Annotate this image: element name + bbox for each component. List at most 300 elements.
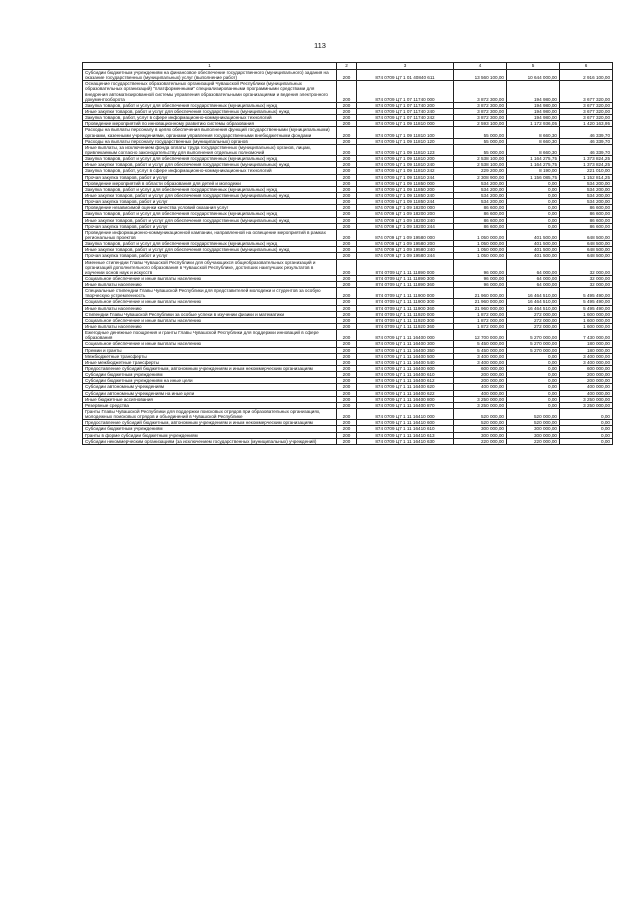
unexecuted-amount-cell: 1 420 163,95 <box>560 121 613 127</box>
table-row <box>83 229 613 240</box>
budget-code-cell: 874 0709 Ц7 1 09 11810 120 <box>357 138 454 144</box>
row-name-cell: Межбюджетные трансферты <box>83 353 337 359</box>
line-code-cell: 200 <box>337 409 357 420</box>
executed-amount-cell: 401 500,00 <box>507 247 560 253</box>
row-name-cell: Проведение независимой оценки качества условий оказания услуг <box>83 205 337 211</box>
budget-code-cell: 874 0709 Ц7 1 11 16410 000 <box>357 409 454 420</box>
approved-amount-cell: 534 200,00 <box>454 192 507 198</box>
budget-code-cell: 874 0709 Ц7 1 09 11810 200 <box>357 156 454 162</box>
table-row <box>83 438 613 444</box>
executed-amount-cell: 401 500,00 <box>507 229 560 240</box>
line-code-cell: 200 <box>337 384 357 390</box>
executed-amount-cell: 194 980,00 <box>507 102 560 108</box>
budget-code-cell: 874 0709 Ц7 1 11 16410 610 <box>357 426 454 432</box>
approved-amount-cell: 13 560 100,00 <box>454 70 507 81</box>
approved-amount-cell: 21 960 000,00 <box>454 305 507 311</box>
unexecuted-amount-cell: 5 495 490,00 <box>560 288 613 299</box>
budget-code-cell: 874 0709 Ц7 1 11 16400 540 <box>357 359 454 365</box>
row-name-cell: Резервные средства <box>83 402 337 408</box>
executed-amount-cell: 1 164 275,75 <box>507 156 560 162</box>
row-name-cell: Иные выплаты населению <box>83 305 337 311</box>
unexecuted-amount-cell: 648 500,00 <box>560 253 613 259</box>
approved-amount-cell: 2 308 900,00 <box>454 174 507 180</box>
unexecuted-amount-cell: 3 400 000,00 <box>560 353 613 359</box>
budget-code-cell: 874 0709 Ц7 1 09 18200 240 <box>357 217 454 223</box>
row-name-cell: Проведение мероприятий в области образования для детей и молодежи <box>83 180 337 186</box>
row-name-cell: Закупка товаров, работ, услуг в сфере информационно-коммуникационных технологий <box>83 168 337 174</box>
table-row <box>83 70 613 81</box>
executed-amount-cell: 8 660,30 <box>507 144 560 155</box>
budget-code-cell: 874 0709 Ц7 1 11 16400 600 <box>357 366 454 372</box>
table-row <box>83 341 613 347</box>
budget-code-cell: 874 0709 Ц7 1 09 11810 244 <box>357 174 454 180</box>
row-name-cell: Иные закупки товаров, работ и услуг для обеспечения государственных (муниципальных) нужд <box>83 162 337 168</box>
approved-amount-cell: 96 000,00 <box>454 259 507 275</box>
budget-code-cell: 874 0709 Ц7 1 07 11740 000 <box>357 81 454 103</box>
executed-amount-cell: 0,00 <box>507 384 560 390</box>
executed-amount-cell: 0,00 <box>507 390 560 396</box>
budget-code-cell: 874 0709 Ц7 1 07 11740 242 <box>357 115 454 121</box>
approved-amount-cell: 86 600,00 <box>454 223 507 229</box>
row-name-cell: Прочая закупка товаров, работ и услуг <box>83 253 337 259</box>
budget-code-cell: 874 0709 Ц7 1 11 16400 610 <box>357 372 454 378</box>
executed-amount-cell: 64 000,00 <box>507 259 560 275</box>
executed-amount-cell: 0,00 <box>507 396 560 402</box>
unexecuted-amount-cell: 3 250 000,00 <box>560 396 613 402</box>
executed-amount-cell: 16 464 510,00 <box>507 299 560 305</box>
unexecuted-amount-cell: 1 600 000,00 <box>560 311 613 317</box>
row-name-cell: Гранты в форме субсидии бюджетным учреждениям <box>83 432 337 438</box>
row-name-cell: Прочая закупка товаров, работ и услуг <box>83 223 337 229</box>
table-row <box>83 174 613 180</box>
row-name-cell: Прочая закупка товаров, работ и услуг <box>83 199 337 205</box>
row-name-cell: Оснащение государственных образовательных организаций Чувашской Республики (муниципальных образовательных организаций) "платформенными" специализированными программными средствами для внедрения автоматизированной системы управления образовательными организациями и ведения электронного документооборота <box>83 81 337 103</box>
table-row <box>83 288 613 299</box>
unexecuted-amount-cell: 648 500,00 <box>560 229 613 240</box>
executed-amount-cell: 401 500,00 <box>507 253 560 259</box>
unexecuted-amount-cell: 648 500,00 <box>560 247 613 253</box>
approved-amount-cell: 534 200,00 <box>454 199 507 205</box>
line-code-cell: 200 <box>337 174 357 180</box>
budget-code-cell: 874 0709 Ц7 1 09 11850 244 <box>357 199 454 205</box>
line-code-cell: 200 <box>337 353 357 359</box>
unexecuted-amount-cell: 534 200,00 <box>560 199 613 205</box>
row-name-cell: Иные межбюджетные трансферты <box>83 359 337 365</box>
row-name-cell: Субсидии автономным учреждениям <box>83 384 337 390</box>
table-row <box>83 162 613 168</box>
budget-code-cell: 874 0709 Ц7 1 11 16410 613 <box>357 432 454 438</box>
executed-amount-cell: 272 000,00 <box>507 317 560 323</box>
unexecuted-amount-cell: 5 495 490,00 <box>560 299 613 305</box>
budget-code-cell: 874 0709 Ц7 1 09 19580 244 <box>357 253 454 259</box>
unexecuted-amount-cell: 3 677 320,00 <box>560 108 613 114</box>
line-code-cell: 200 <box>337 247 357 253</box>
unexecuted-amount-cell: 400 000,00 <box>560 384 613 390</box>
unexecuted-amount-cell: 0,00 <box>560 426 613 432</box>
table-row <box>83 121 613 127</box>
budget-code-cell: 874 0709 Ц7 1 11 16400 870 <box>357 402 454 408</box>
line-code-cell: 200 <box>337 211 357 217</box>
executed-amount-cell: 5 270 000,00 <box>507 347 560 353</box>
unexecuted-amount-cell: 600 000,00 <box>560 366 613 372</box>
line-code-cell: 200 <box>337 378 357 384</box>
row-name-cell: Социальное обеспечение и иные выплаты населению <box>83 275 337 281</box>
budget-code-cell: 874 0709 Ц7 1 09 19580 000 <box>357 229 454 240</box>
budget-code-cell: 874 0709 Ц7 1 09 19580 200 <box>357 241 454 247</box>
line-code-cell: 200 <box>337 199 357 205</box>
budget-code-cell: 874 0709 Ц7 1 11 16400 350 <box>357 347 454 353</box>
line-code-cell: 200 <box>337 324 357 330</box>
column-header: 3 <box>357 63 454 70</box>
unexecuted-amount-cell: 86 600,00 <box>560 211 613 217</box>
row-name-cell: Субсидии бюджетным учреждениям на финансовое обеспечение государственного (муниципального) задания на оказание государственных (муниципальных) услуг (выполнение работ) <box>83 70 337 81</box>
approved-amount-cell: 86 600,00 <box>454 217 507 223</box>
column-header: 1 <box>83 63 337 70</box>
line-code-cell: 200 <box>337 341 357 347</box>
approved-amount-cell: 1 050 000,00 <box>454 229 507 240</box>
executed-amount-cell: 0,00 <box>507 217 560 223</box>
budget-code-cell: 874 0709 Ц7 1 11 11890 360 <box>357 282 454 288</box>
executed-amount-cell: 520 000,00 <box>507 420 560 426</box>
line-code-cell: 200 <box>337 305 357 311</box>
row-name-cell: Иные закупки товаров, работ и услуг для обеспечения государственных (муниципальных) нужд <box>83 217 337 223</box>
approved-amount-cell: 400 000,00 <box>454 390 507 396</box>
approved-amount-cell: 3 872 300,00 <box>454 115 507 121</box>
approved-amount-cell: 55 000,00 <box>454 144 507 155</box>
budget-code-cell: 874 0709 Ц7 1 11 16410 600 <box>357 420 454 426</box>
executed-amount-cell: 401 500,00 <box>507 241 560 247</box>
row-name-cell: Иные закупки товаров, работ и услуг для обеспечения государственных (муниципальных) нужд <box>83 247 337 253</box>
approved-amount-cell: 3 250 000,00 <box>454 396 507 402</box>
executed-amount-cell: 16 464 510,00 <box>507 288 560 299</box>
line-code-cell: 200 <box>337 217 357 223</box>
table-row <box>83 409 613 420</box>
table-body <box>83 63 613 445</box>
budget-code-cell: 874 0709 Ц7 1 11 11890 300 <box>357 275 454 281</box>
approved-amount-cell: 1 050 000,00 <box>454 241 507 247</box>
executed-amount-cell: 0,00 <box>507 372 560 378</box>
unexecuted-amount-cell: 86 600,00 <box>560 223 613 229</box>
approved-amount-cell: 5 450 000,00 <box>454 341 507 347</box>
row-name-cell: Иные выплаты населению <box>83 282 337 288</box>
approved-amount-cell: 300 000,00 <box>454 432 507 438</box>
approved-amount-cell: 21 960 000,00 <box>454 299 507 305</box>
line-code-cell: 200 <box>337 402 357 408</box>
executed-amount-cell: 0,00 <box>507 180 560 186</box>
budget-code-cell: 874 0709 Ц7 1 11 11900 360 <box>357 305 454 311</box>
executed-amount-cell: 0,00 <box>507 366 560 372</box>
column-header: 4 <box>454 63 507 70</box>
table-row <box>83 299 613 305</box>
approved-amount-cell: 520 000,00 <box>454 420 507 426</box>
column-header: 5 <box>507 63 560 70</box>
row-name-cell: Закупка товаров, работ и услуг для обеспечения государственных (муниципальных) нужд <box>83 156 337 162</box>
line-code-cell: 200 <box>337 330 357 341</box>
unexecuted-amount-cell: 400 000,00 <box>560 390 613 396</box>
line-code-cell: 200 <box>337 426 357 432</box>
line-code-cell: 200 <box>337 180 357 186</box>
line-code-cell: 200 <box>337 372 357 378</box>
budget-code-cell: 874 0709 Ц7 1 11 16400 612 <box>357 378 454 384</box>
unexecuted-amount-cell: 5 495 490,00 <box>560 305 613 311</box>
executed-amount-cell: 8 190,00 <box>507 168 560 174</box>
unexecuted-amount-cell: 3 677 320,00 <box>560 102 613 108</box>
unexecuted-amount-cell: 221 010,00 <box>560 168 613 174</box>
line-code-cell: 200 <box>337 438 357 444</box>
budget-code-cell: 874 0709 Ц7 1 07 11740 240 <box>357 108 454 114</box>
line-code-cell: 200 <box>337 432 357 438</box>
row-name-cell: Социальное обеспечение и иные выплаты населению <box>83 341 337 347</box>
approved-amount-cell: 200 000,00 <box>454 372 507 378</box>
budget-code-cell: 874 0709 Ц7 1 11 16400 620 <box>357 384 454 390</box>
row-name-cell: Иные закупки товаров, работ и услуг для обеспечения государственных (муниципальных) нужд <box>83 108 337 114</box>
unexecuted-amount-cell: 200 000,00 <box>560 378 613 384</box>
line-code-cell: 200 <box>337 396 357 402</box>
line-code-cell: 200 <box>337 282 357 288</box>
unexecuted-amount-cell: 46 339,70 <box>560 138 613 144</box>
approved-amount-cell: 300 000,00 <box>454 426 507 432</box>
column-header: 6 <box>560 63 613 70</box>
unexecuted-amount-cell: 0,00 <box>560 432 613 438</box>
unexecuted-amount-cell: 46 339,70 <box>560 144 613 155</box>
line-code-cell: 200 <box>337 317 357 323</box>
approved-amount-cell: 3 872 300,00 <box>454 102 507 108</box>
executed-amount-cell: 1 156 085,75 <box>507 174 560 180</box>
budget-code-cell: 874 0709 Ц7 1 09 11810 100 <box>357 127 454 138</box>
row-name-cell: Иные выплаты, за исключением фонда оплаты труда государственных (муниципальных) органов, лицам, привлекаемым согласно законодательству для выполнения отдельных полномочий <box>83 144 337 155</box>
unexecuted-amount-cell: 0,00 <box>560 438 613 444</box>
table-row <box>83 127 613 138</box>
budget-code-cell: 874 0709 Ц7 1 09 18200 244 <box>357 223 454 229</box>
unexecuted-amount-cell: 3 250 000,00 <box>560 402 613 408</box>
table-row <box>83 156 613 162</box>
approved-amount-cell: 86 600,00 <box>454 205 507 211</box>
line-code-cell: 200 <box>337 275 357 281</box>
budget-code-cell: 874 0709 Ц7 1 11 16400 500 <box>357 353 454 359</box>
approved-amount-cell: 55 000,00 <box>454 138 507 144</box>
unexecuted-amount-cell: 534 200,00 <box>560 186 613 192</box>
executed-amount-cell: 300 000,00 <box>507 432 560 438</box>
unexecuted-amount-cell: 534 200,00 <box>560 180 613 186</box>
approved-amount-cell: 2 538 100,00 <box>454 162 507 168</box>
approved-amount-cell: 21 960 000,00 <box>454 288 507 299</box>
unexecuted-amount-cell: 3 400 000,00 <box>560 359 613 365</box>
unexecuted-amount-cell: 3 677 320,00 <box>560 115 613 121</box>
approved-amount-cell: 2 538 100,00 <box>454 156 507 162</box>
column-header: 2 <box>337 63 357 70</box>
budget-code-cell: 874 0709 Ц7 1 09 11850 240 <box>357 192 454 198</box>
approved-amount-cell: 220 000,00 <box>454 438 507 444</box>
executed-amount-cell: 520 000,00 <box>507 409 560 420</box>
line-code-cell: 200 <box>337 121 357 127</box>
executed-amount-cell: 16 464 510,00 <box>507 305 560 311</box>
header-row <box>83 63 613 70</box>
executed-amount-cell: 0,00 <box>507 199 560 205</box>
line-code-cell: 200 <box>337 127 357 138</box>
approved-amount-cell: 3 872 300,00 <box>454 81 507 103</box>
approved-amount-cell: 600 000,00 <box>454 366 507 372</box>
budget-code-cell: 874 0709 Ц7 1 09 11810 240 <box>357 162 454 168</box>
executed-amount-cell: 220 000,00 <box>507 438 560 444</box>
budget-code-cell: 874 0709 Ц7 1 11 11920 360 <box>357 324 454 330</box>
line-code-cell: 200 <box>337 192 357 198</box>
unexecuted-amount-cell: 3 677 320,00 <box>560 81 613 103</box>
line-code-cell: 200 <box>337 144 357 155</box>
executed-amount-cell: 0,00 <box>507 192 560 198</box>
line-code-cell: 200 <box>337 108 357 114</box>
approved-amount-cell: 1 872 000,00 <box>454 317 507 323</box>
unexecuted-amount-cell: 32 000,00 <box>560 275 613 281</box>
row-name-cell: Субсидии бюджетным учреждениям <box>83 426 337 432</box>
approved-amount-cell: 1 050 000,00 <box>454 247 507 253</box>
unexecuted-amount-cell: 0,00 <box>560 420 613 426</box>
executed-amount-cell: 8 660,30 <box>507 138 560 144</box>
unexecuted-amount-cell: 648 500,00 <box>560 241 613 247</box>
budget-code-cell: 874 0709 Ц7 1 09 11850 000 <box>357 180 454 186</box>
unexecuted-amount-cell: 0,00 <box>560 409 613 420</box>
line-code-cell: 200 <box>337 70 357 81</box>
table-row <box>83 81 613 103</box>
unexecuted-amount-cell: 1 600 000,00 <box>560 324 613 330</box>
line-code-cell: 200 <box>337 138 357 144</box>
budget-code-cell: 874 0709 Ц7 1 11 16400 300 <box>357 341 454 347</box>
line-code-cell: 200 <box>337 366 357 372</box>
line-code-cell: 200 <box>337 156 357 162</box>
row-name-cell: Предоставление субсидий бюджетным, автономным учреждениям и иным некоммерческим организациям <box>83 420 337 426</box>
line-code-cell: 200 <box>337 311 357 317</box>
approved-amount-cell: 86 600,00 <box>454 211 507 217</box>
line-code-cell: 200 <box>337 168 357 174</box>
row-name-cell: Расходы на выплаты персоналу в целях обеспечения выполнения функций государственными (муниципальными) органами, казенными учреждениями, органами управления государственными внебюджетными фондами <box>83 127 337 138</box>
row-name-cell: Прочая закупка товаров, работ и услуг <box>83 174 337 180</box>
approved-amount-cell: 55 000,00 <box>454 127 507 138</box>
approved-amount-cell: 5 450 000,00 <box>454 347 507 353</box>
executed-amount-cell: 64 000,00 <box>507 282 560 288</box>
row-name-cell: Социальное обеспечение и иные выплаты населению <box>83 299 337 305</box>
unexecuted-amount-cell: 1 373 824,25 <box>560 162 613 168</box>
table-row <box>83 144 613 155</box>
unexecuted-amount-cell: 7 430 000,00 <box>560 330 613 341</box>
budget-code-cell: 874 0709 Ц7 1 09 18200 000 <box>357 205 454 211</box>
row-name-cell: Закупка товаров, работ и услуг для обеспечения государственных (муниципальных) нужд <box>83 241 337 247</box>
line-code-cell: 200 <box>337 81 357 103</box>
executed-amount-cell: 5 270 000,00 <box>507 330 560 341</box>
executed-amount-cell: 194 980,00 <box>507 81 560 103</box>
row-name-cell: Проведение информационно-коммуникационной кампании, направленной на освещение мероприятий в рамках региональных проектов <box>83 229 337 240</box>
row-name-cell: Ежегодные денежные поощрения и гранты Главы Чувашской Республики для поддержки инноваций в сфере образования <box>83 330 337 341</box>
line-code-cell: 200 <box>337 253 357 259</box>
row-name-cell: Закупка товаров, работ и услуг для обеспечения государственных (муниципальных) нужд <box>83 186 337 192</box>
line-code-cell: 200 <box>337 186 357 192</box>
budget-code-cell: 874 0709 Ц7 1 09 11810 000 <box>357 121 454 127</box>
executed-amount-cell: 194 980,00 <box>507 115 560 121</box>
approved-amount-cell: 1 050 000,00 <box>454 253 507 259</box>
budget-code-cell: 874 0709 Ц7 1 09 18200 200 <box>357 211 454 217</box>
line-code-cell: 200 <box>337 288 357 299</box>
unexecuted-amount-cell: 32 000,00 <box>560 259 613 275</box>
executed-amount-cell: 0,00 <box>507 359 560 365</box>
budget-code-cell: 874 0709 Ц7 1 09 19580 240 <box>357 247 454 253</box>
page-number: 113 <box>314 41 326 50</box>
unexecuted-amount-cell: 534 200,00 <box>560 192 613 198</box>
budget-code-cell: 874 0709 Ц7 1 07 11740 200 <box>357 102 454 108</box>
approved-amount-cell: 96 000,00 <box>454 282 507 288</box>
budget-code-cell: 874 0709 Ц7 1 11 16400 000 <box>357 330 454 341</box>
row-name-cell: Субсидии бюджетным учреждениям на иные цели <box>83 378 337 384</box>
approved-amount-cell: 229 200,00 <box>454 168 507 174</box>
row-name-cell: Гранты Главы Чувашской Республики для поддержки поисковых отрядов при образовательных организациях, молодежных поисковых отрядов и объединений в Чувашской Республике <box>83 409 337 420</box>
row-name-cell: Закупка товаров, работ, услуг в сфере информационно-коммуникационных технологий <box>83 115 337 121</box>
line-code-cell: 200 <box>337 102 357 108</box>
approved-amount-cell: 12 700 000,00 <box>454 330 507 341</box>
table-row <box>83 330 613 341</box>
budget-code-cell: 874 0709 Ц7 1 09 11850 200 <box>357 186 454 192</box>
approved-amount-cell: 1 872 000,00 <box>454 324 507 330</box>
budget-code-cell: 874 0709 Ц7 1 01 40840 611 <box>357 70 454 81</box>
executed-amount-cell: 5 270 000,00 <box>507 341 560 347</box>
budget-code-cell: 874 0709 Ц7 1 09 11810 242 <box>357 168 454 174</box>
unexecuted-amount-cell: 180 000,00 <box>560 341 613 347</box>
unexecuted-amount-cell: 2 916 100,00 <box>560 70 613 81</box>
approved-amount-cell: 3 400 000,00 <box>454 359 507 365</box>
executed-amount-cell: 272 000,00 <box>507 324 560 330</box>
line-code-cell: 200 <box>337 347 357 353</box>
executed-amount-cell: 194 980,00 <box>507 108 560 114</box>
executed-amount-cell: 0,00 <box>507 205 560 211</box>
approved-amount-cell: 2 593 100,00 <box>454 121 507 127</box>
row-name-cell: Субсидии автономным учреждениям на иные цели <box>83 390 337 396</box>
budget-execution-table <box>82 62 613 445</box>
budget-code-cell: 874 0709 Ц7 1 11 16400 800 <box>357 396 454 402</box>
unexecuted-amount-cell: 1 373 824,25 <box>560 156 613 162</box>
budget-code-cell: 874 0709 Ц7 1 11 11890 000 <box>357 259 454 275</box>
approved-amount-cell: 3 872 300,00 <box>454 108 507 114</box>
executed-amount-cell: 10 644 000,00 <box>507 70 560 81</box>
budget-code-cell: 874 0709 Ц7 1 11 11920 300 <box>357 317 454 323</box>
executed-amount-cell: 0,00 <box>507 186 560 192</box>
budget-code-cell: 874 0709 Ц7 1 11 16410 630 <box>357 438 454 444</box>
line-code-cell: 200 <box>337 359 357 365</box>
row-name-cell: Иные выплаты населению <box>83 324 337 330</box>
executed-amount-cell: 1 164 275,75 <box>507 162 560 168</box>
line-code-cell: 200 <box>337 205 357 211</box>
approved-amount-cell: 3 400 000,00 <box>454 353 507 359</box>
approved-amount-cell: 1 872 000,00 <box>454 311 507 317</box>
approved-amount-cell: 200 000,00 <box>454 378 507 384</box>
unexecuted-amount-cell: 200 000,00 <box>560 372 613 378</box>
row-name-cell: Иные бюджетные ассигнования <box>83 396 337 402</box>
line-code-cell: 200 <box>337 390 357 396</box>
budget-code-cell: 874 0709 Ц7 1 11 11900 300 <box>357 299 454 305</box>
executed-amount-cell: 0,00 <box>507 211 560 217</box>
approved-amount-cell: 400 000,00 <box>454 384 507 390</box>
row-name-cell: Стипендии Главы Чувашской Республики за особые успехи в изучении физики и математики <box>83 311 337 317</box>
line-code-cell: 200 <box>337 241 357 247</box>
executed-amount-cell: 64 000,00 <box>507 275 560 281</box>
approved-amount-cell: 534 200,00 <box>454 180 507 186</box>
row-name-cell: Предоставление субсидий бюджетным, автономным учреждениям и иным некоммерческим организациям <box>83 366 337 372</box>
executed-amount-cell: 0,00 <box>507 353 560 359</box>
row-name-cell: Проведение мероприятий по инновационному развитию системы образования <box>83 121 337 127</box>
row-name-cell: Социальное обеспечение и иные выплаты населению <box>83 317 337 323</box>
unexecuted-amount-cell: 1 600 000,00 <box>560 317 613 323</box>
row-name-cell: Субсидии некоммерческим организациям (за исключением государственных (муниципальных) учреждений) <box>83 438 337 444</box>
executed-amount-cell: 0,00 <box>507 378 560 384</box>
budget-code-cell: 874 0709 Ц7 1 11 11900 000 <box>357 288 454 299</box>
executed-amount-cell: 1 172 936,05 <box>507 121 560 127</box>
row-name-cell: Закупка товаров, работ и услуг для обеспечения государственных (муниципальных) нужд <box>83 211 337 217</box>
row-name-cell: Закупка товаров, работ и услуг для обеспечения государственных (муниципальных) нужд <box>83 102 337 108</box>
